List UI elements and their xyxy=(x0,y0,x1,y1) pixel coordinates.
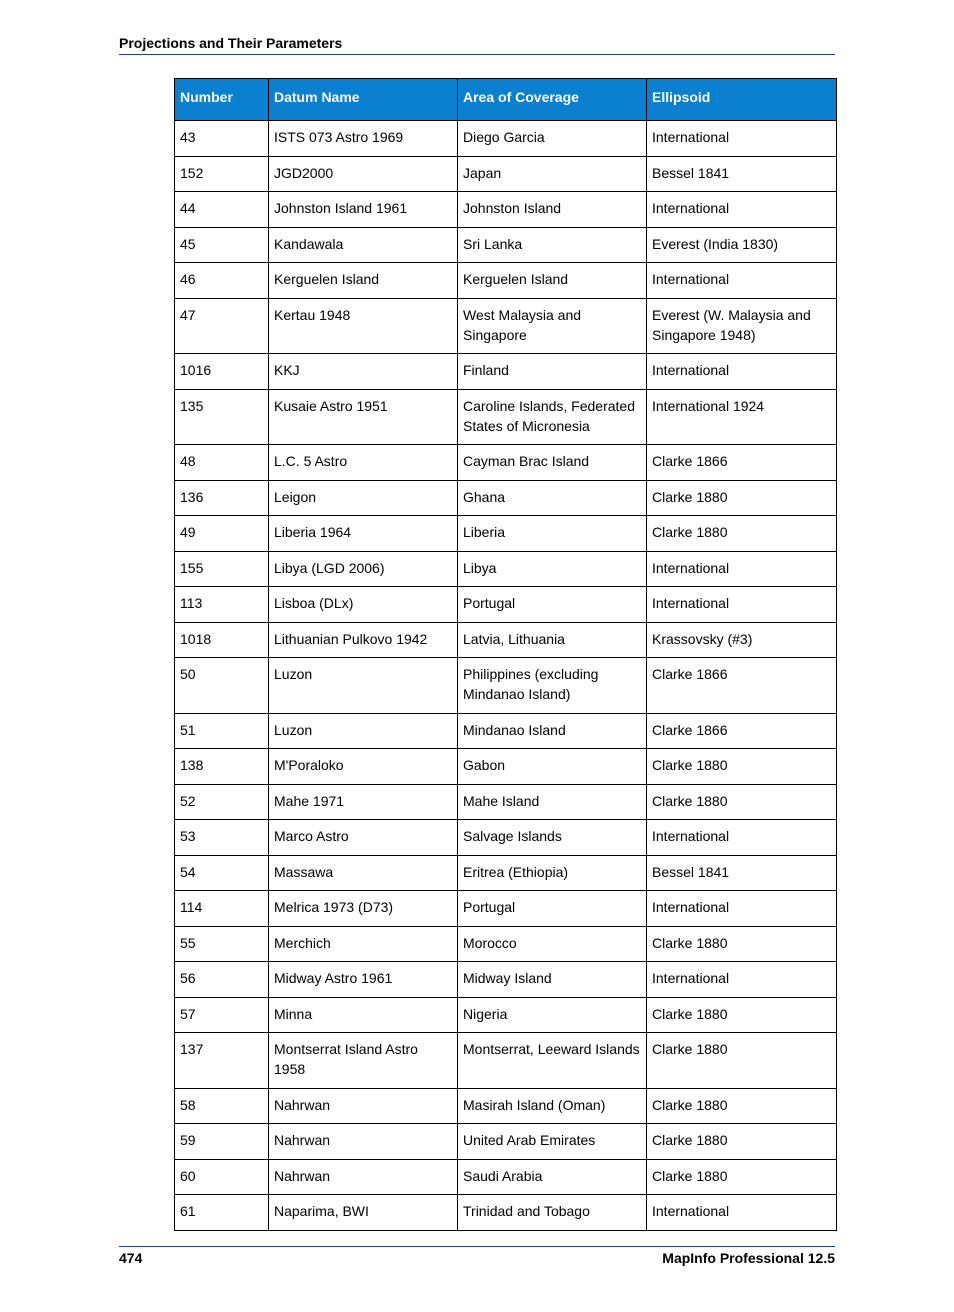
cell-datum-name: Melrica 1973 (D73) xyxy=(269,891,458,927)
table-row xyxy=(175,658,837,714)
cell-number: 52 xyxy=(175,784,269,820)
table-row xyxy=(175,156,837,192)
running-header xyxy=(119,34,835,55)
cell-area-of-coverage: Gabon xyxy=(458,749,647,785)
cell-area-of-coverage: Portugal xyxy=(458,891,647,927)
cell-ellipsoid: International xyxy=(647,263,837,299)
table-row xyxy=(175,354,837,390)
cell-datum-name: Liberia 1964 xyxy=(269,516,458,552)
cell-number: 53 xyxy=(175,820,269,856)
table-row xyxy=(175,1195,837,1231)
cell-number: 136 xyxy=(175,480,269,516)
cell-datum-name: KKJ xyxy=(269,354,458,390)
cell-ellipsoid: Clarke 1866 xyxy=(647,713,837,749)
table-row xyxy=(175,1033,837,1089)
cell-ellipsoid: Clarke 1866 xyxy=(647,445,837,481)
product-name: MapInfo Professional 12.5 xyxy=(662,1250,835,1266)
cell-ellipsoid: Clarke 1880 xyxy=(647,926,837,962)
cell-ellipsoid: Clarke 1880 xyxy=(647,1033,837,1089)
cell-datum-name: Midway Astro 1961 xyxy=(269,962,458,998)
cell-datum-name: L.C. 5 Astro xyxy=(269,445,458,481)
cell-datum-name: Luzon xyxy=(269,713,458,749)
cell-number: 55 xyxy=(175,926,269,962)
cell-area-of-coverage: Diego Garcia xyxy=(458,121,647,157)
cell-area-of-coverage: Trinidad and Tobago xyxy=(458,1195,647,1231)
cell-datum-name: Lithuanian Pulkovo 1942 xyxy=(269,622,458,658)
cell-area-of-coverage: Saudi Arabia xyxy=(458,1159,647,1195)
cell-number: 44 xyxy=(175,192,269,228)
table-body xyxy=(175,121,837,1231)
cell-area-of-coverage: Mindanao Island xyxy=(458,713,647,749)
cell-number: 60 xyxy=(175,1159,269,1195)
cell-datum-name: ISTS 073 Astro 1969 xyxy=(269,121,458,157)
cell-ellipsoid: Clarke 1880 xyxy=(647,749,837,785)
cell-ellipsoid: Clarke 1880 xyxy=(647,997,837,1033)
cell-datum-name: Naparima, BWI xyxy=(269,1195,458,1231)
cell-number: 155 xyxy=(175,551,269,587)
cell-area-of-coverage: Sri Lanka xyxy=(458,227,647,263)
cell-ellipsoid: Everest (India 1830) xyxy=(647,227,837,263)
table-row xyxy=(175,480,837,516)
page-title: Projections and Their Parameters xyxy=(119,35,343,51)
cell-area-of-coverage: Nigeria xyxy=(458,997,647,1033)
cell-datum-name: Nahrwan xyxy=(269,1124,458,1160)
cell-number: 59 xyxy=(175,1124,269,1160)
column-header-ellipsoid: Ellipsoid xyxy=(647,79,837,121)
column-header-number: Number xyxy=(175,79,269,121)
cell-ellipsoid: Krassovsky (#3) xyxy=(647,622,837,658)
table-row xyxy=(175,713,837,749)
cell-ellipsoid: Clarke 1866 xyxy=(647,658,837,714)
table-row xyxy=(175,192,837,228)
cell-area-of-coverage: Masirah Island (Oman) xyxy=(458,1088,647,1124)
cell-number: 61 xyxy=(175,1195,269,1231)
cell-number: 57 xyxy=(175,997,269,1033)
table-row xyxy=(175,622,837,658)
table-row xyxy=(175,516,837,552)
cell-datum-name: JGD2000 xyxy=(269,156,458,192)
table-row xyxy=(175,926,837,962)
table-row xyxy=(175,749,837,785)
page-footer xyxy=(119,1246,835,1266)
cell-datum-name: Leigon xyxy=(269,480,458,516)
cell-area-of-coverage: Salvage Islands xyxy=(458,820,647,856)
cell-datum-name: Mahe 1971 xyxy=(269,784,458,820)
cell-ellipsoid: Clarke 1880 xyxy=(647,516,837,552)
table-row xyxy=(175,962,837,998)
cell-number: 49 xyxy=(175,516,269,552)
cell-area-of-coverage: Libya xyxy=(458,551,647,587)
table-row xyxy=(175,1088,837,1124)
cell-ellipsoid: Clarke 1880 xyxy=(647,1088,837,1124)
cell-ellipsoid: Clarke 1880 xyxy=(647,480,837,516)
page-number: 474 xyxy=(119,1250,143,1266)
cell-number: 138 xyxy=(175,749,269,785)
table-header-row xyxy=(175,79,837,121)
table-row xyxy=(175,445,837,481)
cell-area-of-coverage: Kerguelen Island xyxy=(458,263,647,299)
table-row xyxy=(175,784,837,820)
cell-area-of-coverage: Morocco xyxy=(458,926,647,962)
cell-area-of-coverage: Mahe Island xyxy=(458,784,647,820)
cell-ellipsoid: International xyxy=(647,962,837,998)
cell-number: 45 xyxy=(175,227,269,263)
cell-area-of-coverage: Cayman Brac Island xyxy=(458,445,647,481)
cell-ellipsoid: Everest (W. Malaysia and Singapore 1948) xyxy=(647,298,837,354)
cell-number: 114 xyxy=(175,891,269,927)
cell-area-of-coverage: Liberia xyxy=(458,516,647,552)
cell-area-of-coverage: United Arab Emirates xyxy=(458,1124,647,1160)
table-row xyxy=(175,820,837,856)
table-row xyxy=(175,1159,837,1195)
cell-datum-name: M'Poraloko xyxy=(269,749,458,785)
cell-number: 48 xyxy=(175,445,269,481)
cell-datum-name: Kertau 1948 xyxy=(269,298,458,354)
table-row xyxy=(175,389,837,445)
cell-ellipsoid: Clarke 1880 xyxy=(647,784,837,820)
cell-datum-name: Nahrwan xyxy=(269,1159,458,1195)
cell-number: 113 xyxy=(175,587,269,623)
cell-number: 43 xyxy=(175,121,269,157)
cell-area-of-coverage: Philippines (excluding Mindanao Island) xyxy=(458,658,647,714)
cell-ellipsoid: International xyxy=(647,551,837,587)
cell-ellipsoid: Clarke 1880 xyxy=(647,1124,837,1160)
cell-ellipsoid: International xyxy=(647,820,837,856)
cell-datum-name: Johnston Island 1961 xyxy=(269,192,458,228)
table-row xyxy=(175,997,837,1033)
cell-number: 1016 xyxy=(175,354,269,390)
cell-ellipsoid: International xyxy=(647,354,837,390)
table-row xyxy=(175,263,837,299)
table-row xyxy=(175,587,837,623)
cell-number: 46 xyxy=(175,263,269,299)
cell-number: 51 xyxy=(175,713,269,749)
cell-ellipsoid: Bessel 1841 xyxy=(647,156,837,192)
cell-number: 152 xyxy=(175,156,269,192)
cell-number: 58 xyxy=(175,1088,269,1124)
cell-area-of-coverage: Montserrat, Leeward Islands xyxy=(458,1033,647,1089)
cell-area-of-coverage: Latvia, Lithuania xyxy=(458,622,647,658)
cell-number: 1018 xyxy=(175,622,269,658)
cell-datum-name: Lisboa (DLx) xyxy=(269,587,458,623)
cell-datum-name: Marco Astro xyxy=(269,820,458,856)
column-header-datum-name: Datum Name xyxy=(269,79,458,121)
cell-ellipsoid: Clarke 1880 xyxy=(647,1159,837,1195)
cell-number: 137 xyxy=(175,1033,269,1089)
cell-number: 135 xyxy=(175,389,269,445)
cell-datum-name: Kandawala xyxy=(269,227,458,263)
table-row xyxy=(175,298,837,354)
cell-number: 56 xyxy=(175,962,269,998)
column-header-area-of-coverage: Area of Coverage xyxy=(458,79,647,121)
cell-area-of-coverage: Eritrea (Ethiopia) xyxy=(458,855,647,891)
cell-number: 50 xyxy=(175,658,269,714)
table-row xyxy=(175,121,837,157)
cell-ellipsoid: International xyxy=(647,192,837,228)
cell-ellipsoid: International 1924 xyxy=(647,389,837,445)
cell-datum-name: Kerguelen Island xyxy=(269,263,458,299)
cell-ellipsoid: International xyxy=(647,891,837,927)
table-row xyxy=(175,891,837,927)
cell-number: 54 xyxy=(175,855,269,891)
cell-number: 47 xyxy=(175,298,269,354)
cell-area-of-coverage: Portugal xyxy=(458,587,647,623)
cell-datum-name: Massawa xyxy=(269,855,458,891)
cell-datum-name: Merchich xyxy=(269,926,458,962)
table-row xyxy=(175,1124,837,1160)
cell-area-of-coverage: Johnston Island xyxy=(458,192,647,228)
cell-datum-name: Montserrat Island Astro 1958 xyxy=(269,1033,458,1089)
cell-ellipsoid: International xyxy=(647,587,837,623)
table-row xyxy=(175,227,837,263)
cell-ellipsoid: International xyxy=(647,1195,837,1231)
table-row xyxy=(175,855,837,891)
cell-datum-name: Luzon xyxy=(269,658,458,714)
cell-ellipsoid: Bessel 1841 xyxy=(647,855,837,891)
cell-datum-name: Kusaie Astro 1951 xyxy=(269,389,458,445)
table-row xyxy=(175,551,837,587)
cell-area-of-coverage: Japan xyxy=(458,156,647,192)
cell-area-of-coverage: Midway Island xyxy=(458,962,647,998)
cell-area-of-coverage: Finland xyxy=(458,354,647,390)
cell-ellipsoid: International xyxy=(647,121,837,157)
datum-table xyxy=(174,78,837,1231)
cell-area-of-coverage: Caroline Islands, Federated States of Micronesia xyxy=(458,389,647,445)
cell-datum-name: Nahrwan xyxy=(269,1088,458,1124)
cell-area-of-coverage: West Malaysia and Singapore xyxy=(458,298,647,354)
cell-datum-name: Libya (LGD 2006) xyxy=(269,551,458,587)
cell-area-of-coverage: Ghana xyxy=(458,480,647,516)
cell-datum-name: Minna xyxy=(269,997,458,1033)
